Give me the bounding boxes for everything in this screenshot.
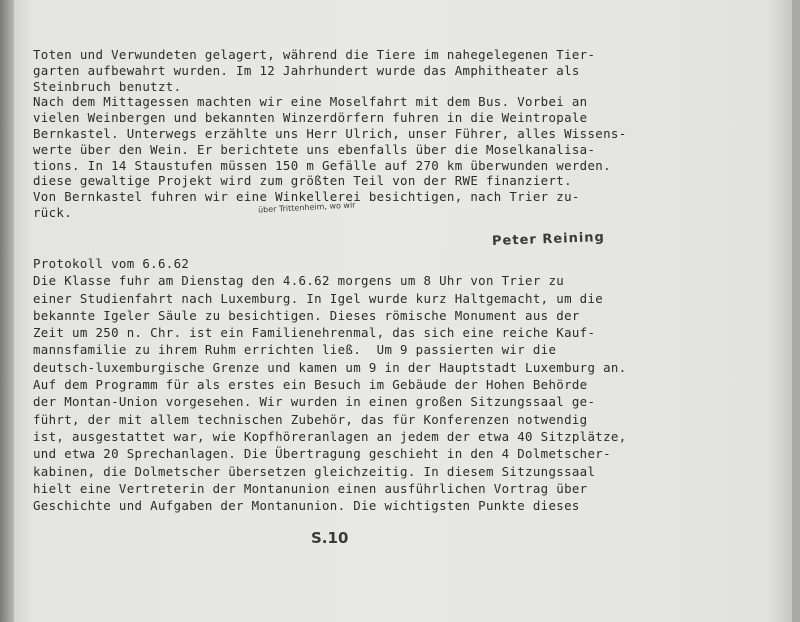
text-line: Geschichte und Aufgaben der Montanunion. Die wichtigsten Punkte dieses [33,498,580,514]
text-line: tions. In 14 Staustufen müssen 150 m Gefälle auf 270 km überwunden werden. [33,157,611,173]
text-line: mannsfamilie zu ihrem Ruhm errichten ließ. Um 9 passierten wir die [33,342,557,358]
protocol-heading: Protokoll vom 6.6.62 [33,256,190,271]
text-line: bekannte Igeler Säule zu besichtigen. Dieses römische Monument aus der [33,307,580,323]
text-line: vielen Weinbergen und bekannten Winzerdörfern fuhren in die Weintropale [33,110,588,126]
text-line: hielt eine Vertreterin der Montanunion einen ausführlichen Vortrag über [33,480,588,496]
text-line: Auf dem Programm für als erstes ein Besuch im Gebäude der Hohen Behörde [33,377,588,393]
report-paragraph-2 [33,255,627,514]
page-binding-shadow [0,0,14,622]
text-line: Toten und Verwundeten gelagert, während die Tiere im nahegelegenen Tier- [33,47,596,62]
text-line: rück. [33,204,73,220]
text-line: Nach dem Mittagessen machten wir eine Moselfahrt mit dem Bus. Vorbei an [33,94,588,110]
text-line: Zeit um 250 n. Chr. ist ein Familienehrenmal, das sich eine reiche Kauf- [33,325,596,341]
text-line: und etwa 20 Sprechanlagen. Die Übertragung geschieht in den 4 Dolmetscher- [33,446,611,462]
text-line: Von Bernkastel fuhren wir eine Winkellerei besichtigen, nach Trier zu- [33,189,580,205]
text-line: der Montan-Union vorgesehen. Wir wurden in einen großen Sitzungssaal ge- [33,394,596,410]
text-line: werte über den Wein. Er berichtete uns ebenfalls über die Moselkanalisa- [33,141,596,157]
text-line: garten aufbewahrt wurden. Im 12 Jahrhundert wurde das Amphitheater als [33,62,580,78]
text-line: ist, ausgestattet war, wie Kopfhöreranlagen an jedem der etwa 40 Sitzplätze, [33,428,627,444]
page-number: S.10 [311,529,349,547]
text-line: kabinen, die Dolmetscher übersetzen gleichzeitig. In diesem Sitzungssaal [33,463,596,479]
report-paragraph-1 [33,47,627,221]
text-line: einer Studienfahrt nach Luxemburg. In Igel wurde kurz Haltgemacht, um die [33,290,604,306]
handwritten-insertion: über Trittenheim, wo wir [257,200,356,215]
text-line: führt, der mit allem technischen Zubehör, das für Konferenzen notwendig [33,411,588,427]
signature: Peter Reining [491,230,606,249]
text-line: Bernkastel. Unterwegs erzählte uns Herr Ulrich, unser Führer, alles Wissens- [33,125,627,141]
text-line: Die Klasse fuhr am Dienstag den 4.6.62 morgens um 8 Uhr von Trier zu [33,273,565,289]
text-line: Steinbruch benutzt. [33,78,182,94]
page-edge-shadow [792,0,800,622]
text-line: deutsch-luxemburgische Grenze und kamen um 9 in der Hauptstadt Luxemburg an. [33,359,627,375]
text-line: diese gewaltige Projekt wird zum größten Teil von der RWE finanziert. [33,173,572,189]
